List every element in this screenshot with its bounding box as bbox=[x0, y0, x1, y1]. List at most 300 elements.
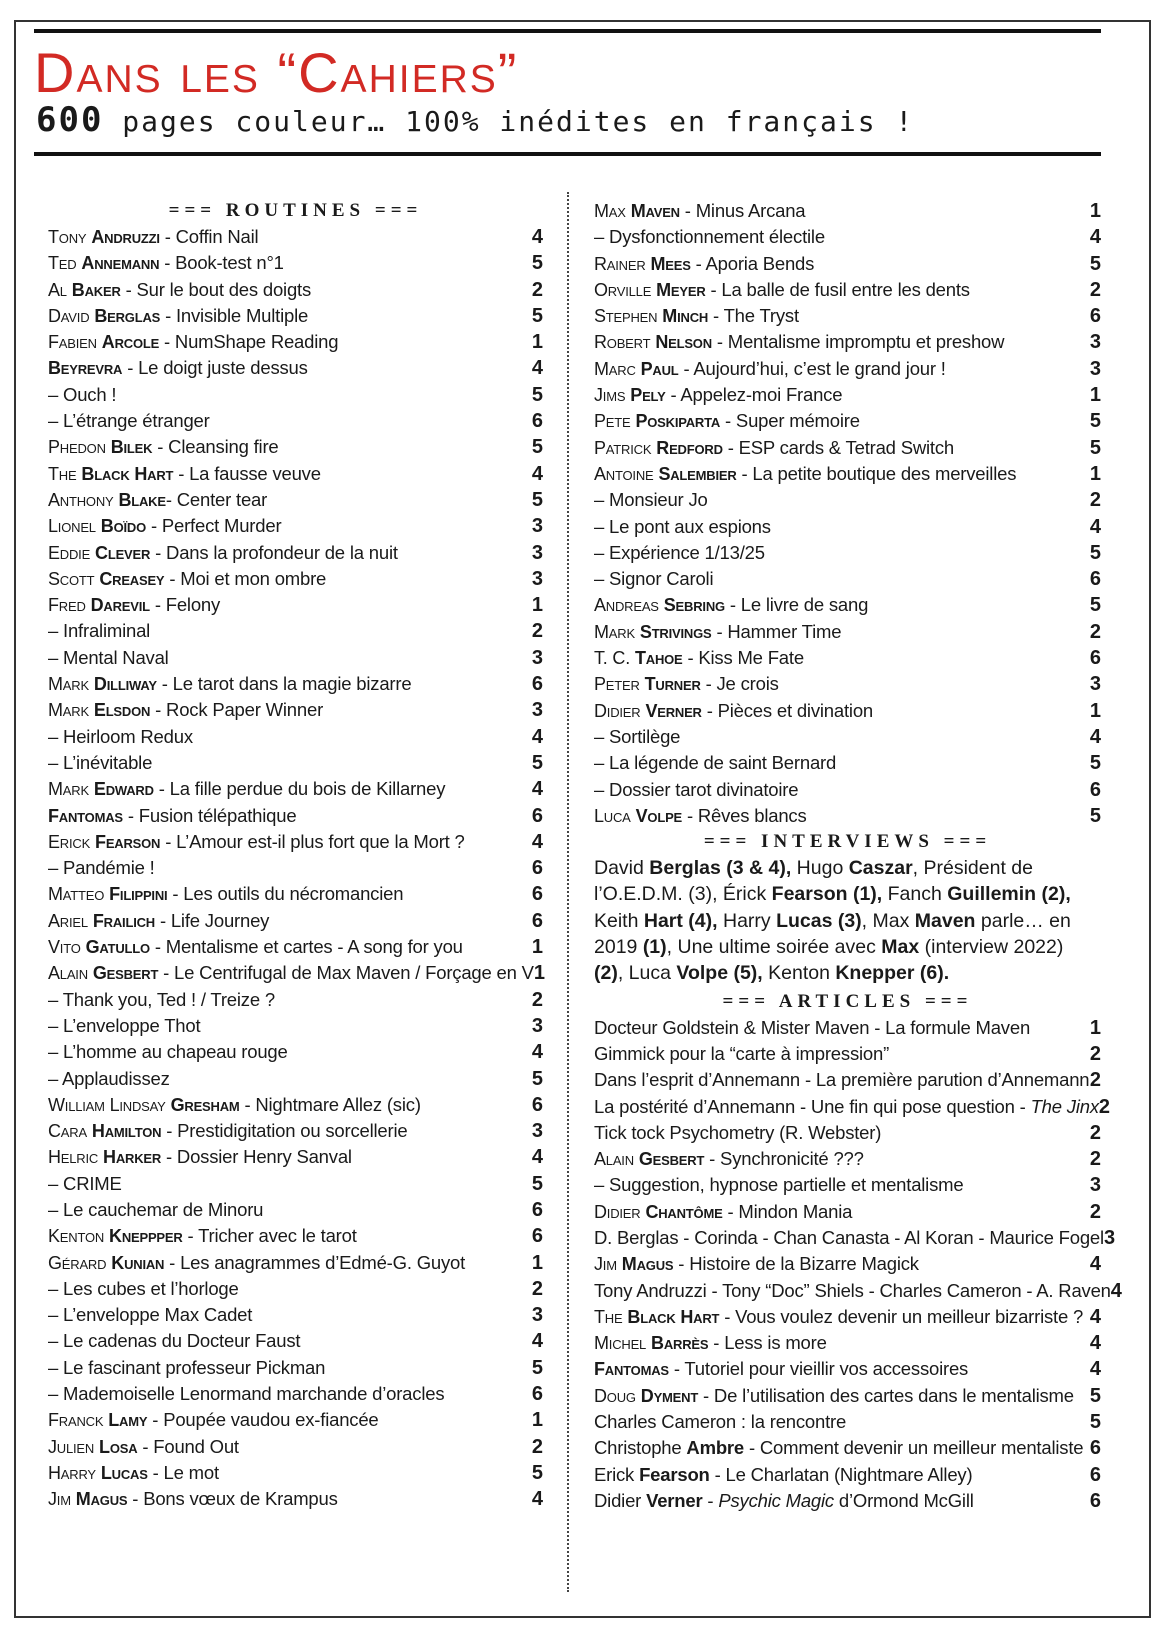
interview-name: Hart (4), bbox=[643, 909, 718, 932]
entry-last-name: Gesbert bbox=[638, 1149, 705, 1170]
routine-row bbox=[48, 513, 543, 539]
interview-text: , Une ultime soirée avec bbox=[666, 936, 882, 959]
issue-number: 1 bbox=[533, 962, 545, 985]
entry-title: – Monsieur Jo bbox=[594, 489, 708, 511]
routine-row bbox=[48, 697, 543, 723]
entry-first-name: Doug bbox=[594, 1385, 636, 1406]
issue-number: 5 bbox=[1089, 752, 1101, 775]
routine-row bbox=[594, 329, 1101, 355]
entry-text bbox=[48, 592, 515, 618]
entry-title: - Les anagrammes d’Edmé-G. Guyot bbox=[164, 1251, 466, 1273]
issue-number: 6 bbox=[1089, 568, 1101, 591]
article-row bbox=[594, 1041, 1101, 1067]
entry-title: - Center tear bbox=[165, 488, 268, 510]
entry-title: – Mental Naval bbox=[48, 646, 169, 668]
entry-text bbox=[48, 987, 515, 1013]
entry-last-name: Lamy bbox=[108, 1410, 148, 1431]
issue-number: 4 bbox=[1089, 1358, 1101, 1381]
interview-text: (interview 2022) bbox=[919, 936, 1064, 959]
issue-number: 5 bbox=[531, 488, 543, 511]
entry-first-name: William Lindsay bbox=[48, 1094, 166, 1115]
issue-number: 5 bbox=[531, 304, 543, 327]
entry-first-name: Rainer bbox=[594, 253, 646, 274]
routine-row bbox=[48, 987, 543, 1013]
entry-first-name: Cara bbox=[48, 1121, 87, 1142]
right-column bbox=[594, 198, 1122, 1514]
issue-number: 5 bbox=[531, 1461, 543, 1484]
entry-text bbox=[48, 934, 515, 960]
entry-first-name: Orville bbox=[594, 279, 652, 300]
entry-italic-title: Psychic Magic bbox=[718, 1489, 834, 1511]
routine-row bbox=[48, 303, 543, 329]
entry-last-name: Arcole bbox=[101, 332, 160, 353]
entry-title: – Ouch ! bbox=[48, 383, 117, 405]
routine-row bbox=[48, 776, 543, 802]
issue-number: 4 bbox=[531, 1146, 543, 1169]
entry-first-name: Mark bbox=[594, 621, 635, 642]
entry-last-name: Lucas bbox=[100, 1462, 148, 1483]
issue-number: 6 bbox=[531, 1225, 543, 1248]
issue-number: 5 bbox=[531, 436, 543, 459]
entry-title: Charles Cameron : la rencontre bbox=[594, 1411, 847, 1433]
entry-title: – Le pont aux espions bbox=[594, 515, 771, 537]
entry-title: - Prestidigitation ou sorcellerie bbox=[161, 1120, 408, 1142]
routine-row bbox=[48, 960, 543, 986]
issue-number: 4 bbox=[531, 830, 543, 853]
routine-row bbox=[594, 698, 1101, 724]
routine-row bbox=[594, 777, 1101, 803]
entry-title: - NumShape Reading bbox=[159, 331, 339, 353]
entry-title: – Pandémie ! bbox=[48, 857, 155, 879]
entry-title: - Felony bbox=[149, 594, 221, 616]
entry-first-name: David bbox=[48, 305, 90, 326]
routine-row bbox=[594, 224, 1101, 250]
entry-last-name: Elsdon bbox=[93, 700, 151, 721]
routine-row bbox=[48, 1250, 543, 1276]
routine-row bbox=[48, 1302, 543, 1328]
entry-text bbox=[48, 487, 515, 513]
routine-row bbox=[48, 250, 543, 276]
issue-number: 4 bbox=[531, 725, 543, 748]
entry-last-name: Blake bbox=[118, 489, 166, 510]
issue-number: 3 bbox=[531, 567, 543, 590]
entry-text bbox=[594, 329, 1073, 355]
routine-row bbox=[48, 1066, 543, 1092]
entry-last-name: Tahoe bbox=[634, 648, 683, 669]
entry-text bbox=[48, 1092, 515, 1118]
article-row bbox=[594, 1330, 1101, 1356]
entry-first-name: Mark bbox=[48, 779, 89, 800]
entry-title: - bbox=[702, 1489, 719, 1511]
routine-row bbox=[594, 724, 1101, 750]
issue-number: 3 bbox=[531, 1014, 543, 1037]
entry-text bbox=[48, 908, 515, 934]
entry-text bbox=[594, 1435, 1083, 1461]
entry-title: - Sur le bout des doigts bbox=[120, 278, 312, 300]
issue-number: 1 bbox=[531, 1409, 543, 1432]
entry-text bbox=[594, 356, 1073, 382]
article-row bbox=[594, 1015, 1101, 1041]
entry-last-name: Losa bbox=[99, 1436, 138, 1457]
entry-title: - Kiss Me Fate bbox=[682, 647, 804, 669]
issue-number: 2 bbox=[1089, 489, 1101, 512]
routine-row bbox=[48, 1328, 543, 1354]
entry-text bbox=[48, 250, 515, 276]
entry-title: - Nightmare Allez (sic) bbox=[239, 1093, 421, 1115]
routine-row bbox=[48, 540, 543, 566]
interview-name: Lucas (3) bbox=[776, 909, 862, 932]
top-rule bbox=[34, 29, 1101, 33]
routine-row bbox=[48, 1434, 543, 1460]
entry-title: – Sortilège bbox=[594, 725, 681, 747]
issue-number: 6 bbox=[1089, 305, 1101, 328]
column-divider bbox=[567, 192, 569, 1592]
entry-first-name: Antoine bbox=[594, 463, 654, 484]
routine-row bbox=[48, 566, 543, 592]
entry-title: - Bons vœux de Krampus bbox=[127, 1488, 338, 1510]
entry-text bbox=[48, 1407, 515, 1433]
subtitle-text: pages couleur… 100% inédites en français ! bbox=[103, 105, 915, 138]
entry-first-name: Tony bbox=[48, 227, 87, 247]
article-row bbox=[594, 1356, 1101, 1382]
routine-row bbox=[48, 434, 543, 460]
entry-text bbox=[594, 1146, 1073, 1172]
entry-last-name: Baker bbox=[71, 279, 121, 300]
entry-text bbox=[594, 777, 1073, 803]
entry-first-name: Phedon bbox=[48, 437, 106, 458]
routines-continued bbox=[594, 198, 1101, 829]
issue-number: 5 bbox=[1089, 436, 1101, 459]
left-column bbox=[48, 198, 543, 1513]
routine-row bbox=[48, 934, 543, 960]
entry-text bbox=[48, 1039, 515, 1065]
entry-first-name: Mark bbox=[48, 674, 89, 695]
entry-last-name: Volpe bbox=[635, 805, 683, 826]
interview-name: Fearson (1), bbox=[771, 883, 883, 906]
entry-first-name: Alain bbox=[48, 963, 88, 984]
entry-text bbox=[48, 1434, 515, 1460]
entry-first-name: Ted bbox=[48, 253, 77, 274]
entry-last-name: Minch bbox=[662, 306, 709, 327]
issue-number: 2 bbox=[531, 1435, 543, 1458]
issue-number: 2 bbox=[1089, 1148, 1101, 1171]
entry-text bbox=[594, 408, 1073, 434]
entry-first-name: Christophe bbox=[594, 1437, 682, 1459]
entry-title: - Tricher avec le tarot bbox=[182, 1225, 357, 1247]
interview-text: Hugo bbox=[791, 857, 849, 880]
entry-last-name: Mees bbox=[650, 253, 691, 274]
issue-number: 5 bbox=[531, 1067, 543, 1090]
routine-row bbox=[594, 514, 1101, 540]
issue-number: 5 bbox=[1089, 804, 1101, 827]
entry-last-name: Salembier bbox=[658, 463, 737, 484]
entry-title: D. Berglas - Corinda - Chan Canasta - Al Koran - Maurice Fogel bbox=[594, 1226, 1104, 1248]
entry-title: - Cleansing fire bbox=[152, 436, 279, 458]
entry-title: - La balle de fusil entre les dents bbox=[705, 278, 970, 300]
issue-number: 5 bbox=[1089, 252, 1101, 275]
routine-row bbox=[594, 645, 1101, 671]
issue-number: 2 bbox=[531, 620, 543, 643]
interview-name: Berglas (3 & 4), bbox=[649, 857, 792, 880]
entry-text bbox=[594, 198, 1073, 224]
entry-title: - Book-test n°1 bbox=[159, 252, 284, 274]
routine-row bbox=[594, 461, 1101, 487]
entry-text bbox=[48, 1328, 515, 1354]
entry-first-name: Alain bbox=[594, 1149, 634, 1170]
issue-number: 3 bbox=[531, 515, 543, 538]
entry-text bbox=[48, 461, 515, 487]
issue-number: 3 bbox=[1089, 673, 1101, 696]
entry-title: - Perfect Murder bbox=[146, 515, 282, 537]
entry-text bbox=[594, 382, 1073, 408]
entry-text bbox=[594, 1199, 1073, 1225]
entry-text bbox=[48, 329, 515, 355]
interview-text: , Président de l’O.E.D.M. (3), Érick bbox=[594, 857, 1033, 906]
entry-text bbox=[594, 1330, 1073, 1356]
entry-title: – Thank you, Ted ! / Treize ? bbox=[48, 988, 275, 1010]
entry-text bbox=[48, 1197, 515, 1223]
interview-name: Max bbox=[881, 936, 920, 959]
entry-title: - Super mémoire bbox=[720, 410, 860, 432]
article-row bbox=[594, 1067, 1101, 1093]
issue-number: 1 bbox=[531, 936, 543, 959]
entry-text bbox=[48, 724, 515, 750]
entry-title: - Comment devenir un meilleur mentaliste bbox=[744, 1437, 1084, 1459]
entry-last-name: Chantôme bbox=[645, 1201, 723, 1222]
issue-number: 6 bbox=[531, 1093, 543, 1116]
entry-text bbox=[594, 566, 1073, 592]
entry-text bbox=[48, 355, 515, 381]
issue-number: 5 bbox=[531, 1356, 543, 1379]
issue-number: 1 bbox=[1089, 1016, 1101, 1039]
entry-text bbox=[594, 1383, 1074, 1409]
entry-title: - ESP cards & Tetrad Switch bbox=[722, 436, 954, 458]
entry-text bbox=[48, 776, 515, 802]
routine-row bbox=[48, 1460, 543, 1486]
issue-number: 6 bbox=[1089, 1437, 1101, 1460]
entry-text bbox=[48, 382, 515, 408]
entry-last-name: Gesbert bbox=[92, 963, 159, 984]
issue-number: 6 bbox=[531, 909, 543, 932]
entry-title: Tony Andruzzi - Tony “Doc” Shiels - Charles Cameron - A. Raven bbox=[594, 1279, 1111, 1301]
entry-title: - Fusion télépathique bbox=[122, 804, 297, 826]
entry-last-name: Pely bbox=[630, 385, 666, 406]
routine-row bbox=[594, 382, 1101, 408]
article-row bbox=[594, 1488, 1101, 1514]
entry-title: - Life Journey bbox=[155, 909, 270, 931]
routine-row bbox=[594, 750, 1101, 776]
entry-first-name: Jim bbox=[48, 1489, 71, 1510]
issue-number: 5 bbox=[1089, 594, 1101, 617]
entry-last-name: Fearson bbox=[95, 831, 161, 852]
entry-first-name: Luca bbox=[594, 805, 631, 826]
entry-last-name: Frailich bbox=[92, 910, 155, 931]
entry-last-name: Redford bbox=[656, 437, 723, 458]
routine-row bbox=[594, 435, 1101, 461]
entry-text bbox=[48, 1355, 515, 1381]
entry-title: – Suggestion, hypnose partielle et mentalisme bbox=[594, 1174, 964, 1196]
issue-number: 6 bbox=[531, 673, 543, 696]
entry-title: – Dysfonctionnement électile bbox=[594, 226, 825, 248]
routine-row bbox=[48, 592, 543, 618]
interviews-heading: === INTERVIEWS === bbox=[703, 831, 992, 853]
entry-title: - Aporia Bends bbox=[690, 252, 815, 274]
entry-title: – CRIME bbox=[48, 1172, 122, 1194]
issue-number: 1 bbox=[531, 331, 543, 354]
entry-first-name: Michel bbox=[594, 1333, 647, 1354]
routine-row bbox=[48, 487, 543, 513]
entry-text bbox=[48, 1118, 515, 1144]
article-row bbox=[594, 1094, 1111, 1120]
entry-text bbox=[594, 592, 1073, 618]
routine-row bbox=[594, 408, 1101, 434]
routine-row bbox=[48, 1171, 543, 1197]
entry-text bbox=[594, 1488, 1073, 1514]
entry-last-name: Sebring bbox=[663, 595, 725, 616]
entry-first-name: Mark bbox=[48, 700, 89, 721]
entry-first-name: Vito bbox=[48, 937, 81, 958]
issue-number: 5 bbox=[531, 751, 543, 774]
entry-title: - Histoire de la Bizarre Magick bbox=[673, 1253, 919, 1275]
entry-text bbox=[48, 671, 515, 697]
entry-text bbox=[594, 435, 1073, 461]
article-row bbox=[594, 1409, 1101, 1435]
entry-first-name: Jims bbox=[594, 385, 626, 406]
issue-number: 4 bbox=[531, 1041, 543, 1064]
issue-number: 2 bbox=[1089, 1042, 1101, 1065]
entry-title: - Les outils du nécromancien bbox=[167, 883, 404, 905]
entry-last-name: Fantomas bbox=[594, 1359, 669, 1380]
entry-title: – Le cauchemar de Minoru bbox=[48, 1198, 264, 1220]
entry-title: – L’étrange étranger bbox=[48, 410, 210, 432]
routine-row bbox=[48, 1276, 543, 1302]
routine-row bbox=[48, 461, 543, 487]
entry-title: - L’Amour est-il plus fort que la Mort ? bbox=[160, 830, 465, 852]
issue-number: 3 bbox=[1089, 1174, 1101, 1197]
entry-text bbox=[594, 303, 1073, 329]
issue-number: 2 bbox=[1089, 1121, 1101, 1144]
issue-number: 1 bbox=[531, 594, 543, 617]
entry-text bbox=[48, 1223, 515, 1249]
routine-row bbox=[48, 382, 543, 408]
entry-last-name: Gresham bbox=[170, 1094, 240, 1115]
entry-text bbox=[48, 1144, 515, 1170]
entry-text bbox=[594, 1094, 1099, 1120]
routine-row bbox=[594, 198, 1101, 224]
entry-title: - Dans la profondeur de la nuit bbox=[150, 541, 398, 563]
routine-row bbox=[48, 803, 543, 829]
entry-last-name: Poskiparta bbox=[635, 411, 721, 432]
entry-title: - Pièces et divination bbox=[701, 699, 873, 721]
issue-number: 1 bbox=[1089, 200, 1101, 222]
entry-text bbox=[594, 487, 1073, 513]
article-row bbox=[594, 1251, 1101, 1277]
header-rule bbox=[34, 152, 1101, 156]
interview-text: Kenton bbox=[762, 962, 836, 985]
entry-text bbox=[48, 224, 515, 250]
entry-text bbox=[48, 1250, 515, 1276]
article-row bbox=[594, 1120, 1101, 1146]
routine-row bbox=[48, 750, 543, 776]
entry-first-name: Franck bbox=[48, 1410, 104, 1431]
entry-title: Tick tock Psychometry (R. Webster) bbox=[594, 1121, 882, 1143]
entry-text bbox=[48, 855, 515, 881]
routine-row bbox=[48, 1013, 543, 1039]
entry-first-name: Didier bbox=[594, 1489, 642, 1511]
issue-number: 4 bbox=[1089, 1253, 1101, 1276]
issue-number: 3 bbox=[1103, 1226, 1116, 1249]
entry-text bbox=[48, 540, 515, 566]
entry-text bbox=[48, 277, 515, 303]
entry-title: - Tutoriel pour vieillir vos accessoires bbox=[668, 1358, 969, 1380]
entry-last-name: Creasey bbox=[99, 568, 165, 589]
entry-first-name: The bbox=[48, 463, 77, 484]
issue-number: 3 bbox=[531, 1120, 543, 1143]
issue-number: 3 bbox=[1089, 331, 1101, 354]
routine-row bbox=[48, 224, 543, 250]
entry-last-name: Annemann bbox=[81, 253, 160, 274]
entry-last-name: Darevil bbox=[90, 595, 150, 616]
entry-first-name: Jim bbox=[594, 1254, 617, 1275]
entry-text bbox=[594, 645, 1073, 671]
entry-title: - Hammer Time bbox=[711, 620, 842, 642]
routine-row bbox=[48, 645, 543, 671]
issue-number: 4 bbox=[1089, 725, 1101, 748]
entry-last-name: Ambre bbox=[686, 1437, 745, 1459]
entry-title: - Moi et mon ombre bbox=[164, 567, 327, 589]
entry-title: – La légende de saint Bernard bbox=[594, 752, 837, 774]
issue-number: 6 bbox=[531, 804, 543, 827]
entry-first-name: Matteo bbox=[48, 884, 105, 905]
entry-text bbox=[48, 881, 515, 907]
entry-text bbox=[594, 724, 1073, 750]
issue-number: 4 bbox=[1089, 1332, 1101, 1355]
article-row bbox=[594, 1278, 1122, 1304]
entry-last-name: Kunian bbox=[111, 1252, 165, 1273]
routine-row bbox=[48, 855, 543, 881]
issue-number: 3 bbox=[531, 646, 543, 669]
entry-first-name: Pete bbox=[594, 411, 631, 432]
issue-number: 2 bbox=[531, 278, 543, 301]
issue-number: 4 bbox=[1110, 1279, 1122, 1302]
entry-title: – Applaudissez bbox=[48, 1067, 170, 1089]
entry-last-name: Fantomas bbox=[48, 805, 123, 826]
entry-last-name: Edward bbox=[93, 779, 154, 800]
entry-title: - Le tarot dans la magie bizarre bbox=[156, 673, 412, 695]
entry-title: – L’homme au chapeau rouge bbox=[48, 1041, 288, 1063]
issue-number: 6 bbox=[1089, 647, 1101, 670]
issue-number: 3 bbox=[531, 541, 543, 564]
routine-row bbox=[48, 329, 543, 355]
entry-text bbox=[594, 224, 1073, 250]
entry-title: - Poupée vaudou ex-fiancée bbox=[147, 1409, 379, 1431]
issue-number: 5 bbox=[531, 1172, 543, 1195]
entry-title: - The Tryst bbox=[708, 305, 799, 327]
issue-number: 2 bbox=[531, 988, 543, 1011]
issue-number: 5 bbox=[1089, 1411, 1101, 1434]
entry-text bbox=[48, 1013, 515, 1039]
entry-title: – L’enveloppe Max Cadet bbox=[48, 1304, 253, 1326]
interview-name: (1) bbox=[642, 936, 667, 959]
entry-title: - Vous voulez devenir un meilleur bizarriste ? bbox=[719, 1305, 1084, 1327]
entry-text bbox=[48, 618, 515, 644]
entry-title: - Mindon Mania bbox=[722, 1200, 853, 1222]
entry-text bbox=[594, 1015, 1073, 1041]
issue-number: 6 bbox=[531, 410, 543, 433]
routine-row bbox=[594, 592, 1101, 618]
issue-number: 6 bbox=[1089, 1463, 1101, 1486]
routine-row bbox=[594, 619, 1101, 645]
